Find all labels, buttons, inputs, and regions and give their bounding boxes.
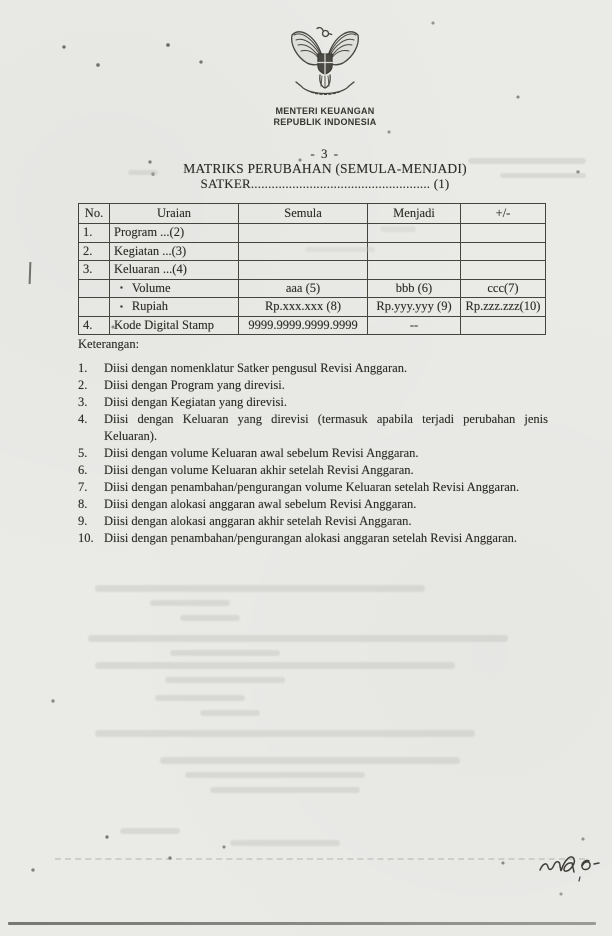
table-row: [79, 261, 546, 280]
bleedthrough-artifact: [165, 677, 285, 683]
table-row: [79, 316, 546, 335]
cell-menjadi: bbb (6): [368, 279, 461, 298]
note-number: 2.: [78, 378, 88, 392]
cell-no: 4.: [79, 316, 110, 335]
cell-no: 3.: [79, 261, 110, 280]
note-text: Diisi dengan volume Keluaran awal sebelum Revisi Anggaran.: [104, 446, 419, 460]
cell-menjadi: [368, 261, 461, 280]
bleedthrough-artifact: [185, 772, 365, 778]
bleedthrough-artifact: [380, 226, 416, 232]
garuda-pancasila-emblem-icon: [289, 26, 361, 106]
bleedthrough-artifact: [500, 173, 586, 178]
bleedthrough-artifact: [230, 840, 340, 846]
cell-no: [79, 279, 110, 298]
handwritten-initials-scribble-icon: [536, 850, 600, 886]
note-item: [78, 411, 548, 445]
cell-uraian: [110, 298, 239, 317]
cell-uraian-text: Kegiatan ...(3): [114, 243, 187, 258]
note-text: Diisi dengan volume Keluaran akhir setelah Revisi Anggaran.: [104, 463, 414, 477]
cell-delta: ccc(7): [461, 279, 546, 298]
note-text: Diisi dengan alokasi anggaran awal sebelum Revisi Anggaran.: [104, 497, 417, 511]
cell-semula: aaa (5): [239, 279, 368, 298]
bleedthrough-artifact: [170, 650, 280, 656]
note-item: [78, 496, 548, 513]
note-item: [78, 394, 548, 411]
cell-uraian: [110, 261, 239, 280]
note-text: Diisi dengan penambahan/pengurangan volume Keluaran setelah Revisi Anggaran.: [104, 480, 520, 494]
satker-leader-dots: ....................................................: [250, 176, 431, 191]
cell-semula: Rp.xxx.xxx (8): [239, 298, 368, 317]
cell-uraian-text: Program ...(2): [114, 225, 185, 240]
bleedthrough-artifact: [128, 170, 158, 175]
bullet-icon: ▪: [120, 283, 123, 293]
bleedthrough-artifact: [95, 730, 475, 737]
note-text: Diisi dengan penambahan/pengurangan alokasi anggaran setelah Revisi Anggaran.: [104, 531, 518, 545]
cell-menjadi: --: [368, 316, 461, 335]
cell-menjadi: Rp.yyy.yyy (9): [368, 298, 461, 317]
note-item: [78, 377, 548, 394]
note-number: 8.: [78, 497, 88, 511]
col-header-semula: Semula: [239, 204, 368, 224]
cell-no: 2.: [79, 242, 110, 261]
bleedthrough-artifact: [210, 787, 360, 793]
margin-pen-mark: [29, 262, 32, 284]
cell-semula: 9999.9999.9999.9999: [239, 316, 368, 335]
note-number: 7.: [78, 480, 88, 494]
cell-delta: [461, 242, 546, 261]
page-number: - 3 -: [310, 146, 340, 161]
bleedthrough-artifact: [95, 662, 455, 669]
scan-speckles: [0, 0, 2, 2]
cell-uraian: [110, 316, 239, 335]
ministry-country: REPUBLIK INDONESIA: [273, 117, 377, 127]
note-text: Diisi dengan Keluaran yang direvisi (termasuk apabila terjadi perubahan jenis Keluaran).: [104, 412, 548, 443]
notes-heading: Keterangan:: [78, 337, 140, 351]
cell-uraian-text: Rupiah: [131, 299, 168, 314]
note-text: Diisi dengan alokasi anggaran akhir setelah Revisi Anggaran.: [104, 514, 412, 528]
cell-no: [79, 298, 110, 317]
bleedthrough-artifact: [120, 828, 180, 834]
cell-semula: [239, 224, 368, 243]
note-number: 3.: [78, 395, 88, 409]
cell-delta: [461, 261, 546, 280]
bleedthrough-artifact: [95, 585, 425, 592]
cell-uraian-text: Kode Digital Stamp: [114, 317, 214, 332]
bleedthrough-artifact: [88, 635, 508, 642]
note-number: 5.: [78, 446, 88, 460]
cell-no: 1.: [79, 224, 110, 243]
table-row: [79, 298, 546, 317]
scan-edge-line: [8, 922, 596, 925]
change-matrix-table: [78, 203, 546, 335]
bleedthrough-artifact: [180, 615, 240, 621]
cell-delta: [461, 224, 546, 243]
table-header-row: [79, 204, 546, 224]
satker-label: SATKER: [200, 176, 251, 191]
note-item: [78, 479, 548, 496]
cell-uraian: [110, 279, 239, 298]
note-text: Diisi dengan Kegiatan yang direvisi.: [104, 395, 287, 409]
col-header-no: No.: [79, 204, 110, 224]
bleedthrough-artifact: [155, 695, 245, 701]
note-number: 1.: [78, 361, 88, 375]
bleedthrough-artifact: [160, 757, 460, 764]
note-item: [78, 462, 548, 479]
satker-line: [120, 176, 530, 191]
bleedthrough-artifact: [200, 710, 260, 716]
document-title: MATRIKS PERUBAHAN (SEMULA-MENJADI): [183, 161, 467, 176]
note-number: 10.: [78, 531, 94, 545]
note-item: [78, 360, 548, 377]
bullet-icon: ▪: [120, 301, 123, 311]
note-item: [78, 513, 548, 530]
note-number: 6.: [78, 463, 88, 477]
table-row: [79, 224, 546, 243]
cell-delta: Rp.zzz.zzz(10): [461, 298, 546, 317]
col-header-delta: +/-: [461, 204, 546, 224]
cell-uraian: [110, 224, 239, 243]
table-row: [79, 279, 546, 298]
note-number: 4.: [78, 412, 88, 426]
note-text: Diisi dengan Program yang direvisi.: [104, 378, 285, 392]
cell-semula: [239, 261, 368, 280]
note-number: 9.: [78, 514, 88, 528]
cell-menjadi: [368, 242, 461, 261]
cell-uraian-text: Volume: [131, 280, 171, 295]
cell-delta: [461, 316, 546, 335]
note-text: Diisi dengan nomenklatur Satker pengusul Revisi Anggaran.: [104, 361, 408, 375]
note-item: [78, 445, 548, 462]
satker-ref-number: (1): [430, 176, 450, 191]
bleedthrough-artifact: [468, 158, 586, 164]
note-item: [78, 530, 548, 547]
ministry-name: MENTERI KEUANGAN: [275, 106, 375, 116]
bleedthrough-artifact: [150, 600, 230, 606]
col-header-menjadi: Menjadi: [368, 204, 461, 224]
notes-section: [78, 336, 548, 547]
cell-uraian: [110, 242, 239, 261]
bleedthrough-artifact: [305, 247, 375, 252]
col-header-uraian: Uraian: [110, 204, 239, 224]
cell-uraian-text: Keluaran ...(4): [114, 262, 187, 277]
bleedthrough-dashed-line: [55, 858, 585, 860]
